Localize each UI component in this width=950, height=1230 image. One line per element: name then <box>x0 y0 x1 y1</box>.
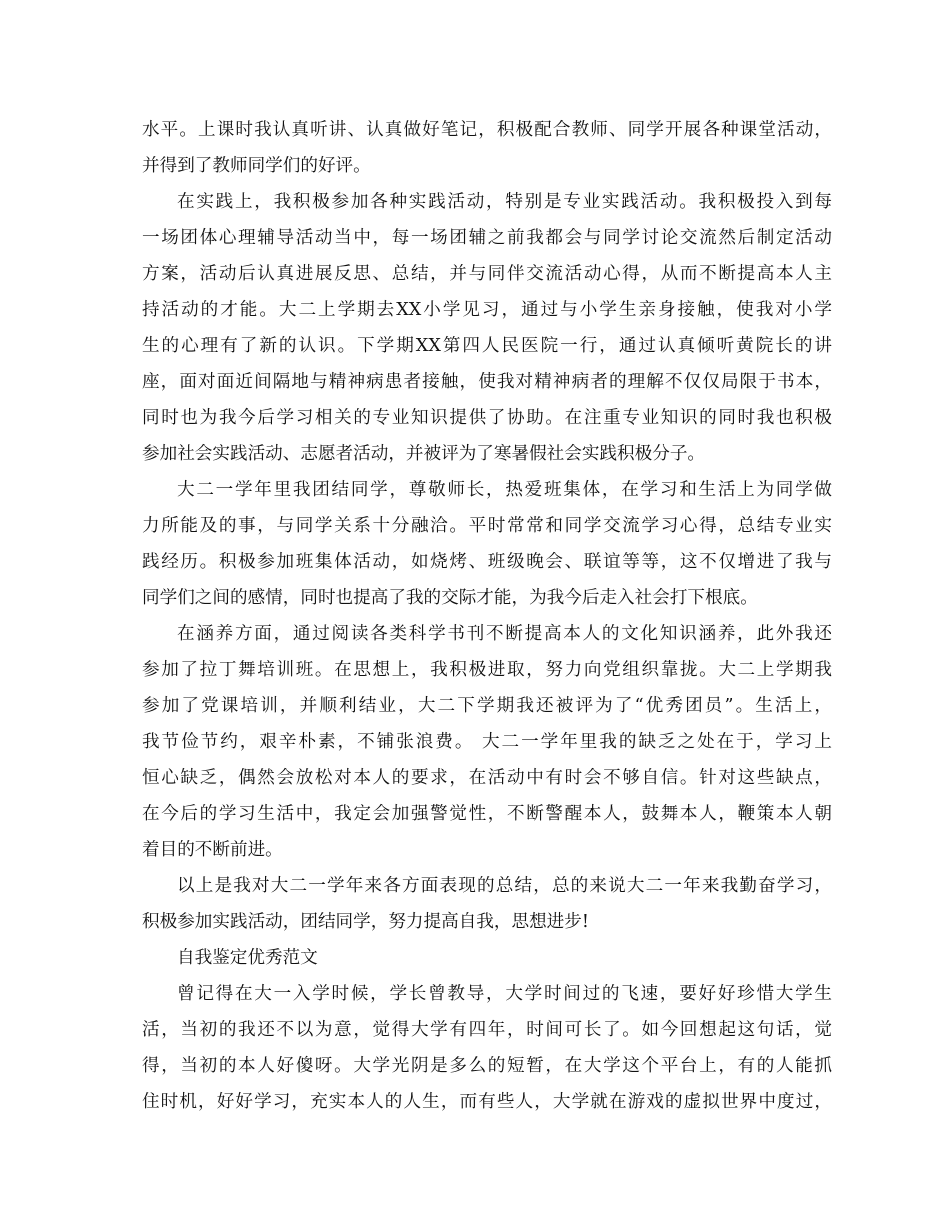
text-line: 力所能及的事，与同学关系十分融洽。平时常常和同学交流学习心得，总结专业实 <box>142 516 832 536</box>
text-line: 方案，活动后认真进展反思、总结，并与同伴交流活动心得，从而不断提高本人主 <box>142 264 832 284</box>
section-heading: 自我鉴定优秀范文 <box>177 948 318 968</box>
text-line: 活，当初的我还不以为意，觉得大学有四年，时间可长了。如今回想起这句话，觉 <box>142 1020 832 1040</box>
text-line: 生的心理有了新的认识。下学期XX第四人民医院一行，通过认真倾听黄院长的讲 <box>142 336 832 356</box>
text-line: 参加了拉丁舞培训班。在思想上，我积极进取，努力向党组织靠拢。大二上学期我 <box>142 660 832 680</box>
paragraph-first-line: 在实践上，我积极参加各种实践活动，特别是专业实践活动。我积极投入到每 <box>177 192 832 212</box>
text-line: 在今后的学习生活中，我定会加强警觉性，不断警醒本人，鼓舞本人，鞭策本人朝 <box>142 804 832 824</box>
text-line: 积极参加实践活动，团结同学，努力提高自我，思想进步! <box>142 912 589 932</box>
text-line: 我节俭节约，艰辛朴素，不铺张浪费。 大二一学年里我的缺乏之处在于，学习上 <box>142 732 832 752</box>
paragraph-first-line: 大二一学年里我团结同学，尊敬师长，热爱班集体，在学习和生活上为同学做 <box>177 480 832 500</box>
text-line: 同时也为我今后学习相关的专业知识提供了协助。在注重专业知识的同时我也积极 <box>142 408 832 428</box>
text-line: 参加了党课培训，并顺利结业，大二下学期我还被评为了“优秀团员”。生活上， <box>142 696 832 716</box>
text-line: 座，面对面近间隔地与精神病患者接触，使我对精神病者的理解不仅仅局限于书本， <box>142 372 832 392</box>
text-line: 得，当初的本人好傻呀。大学光阴是多么的短暂，在大学这个平台上，有的人能抓 <box>142 1056 832 1076</box>
text-line: 持活动的才能。大二上学期去XX小学见习，通过与小学生亲身接触，使我对小学 <box>142 300 832 320</box>
paragraph-first-line: 曾记得在大一入学时候，学长曾教导，大学时间过的飞速，要好好珍惜大学生 <box>177 984 832 1004</box>
paragraph-first-line: 在涵养方面，通过阅读各类科学书刊不断提高本人的文化知识涵养，此外我还 <box>177 624 832 644</box>
text-line: 着目的不断前进。 <box>142 840 283 860</box>
text-line: 住时机，好好学习，充实本人的人生，而有些人，大学就在游戏的虚拟世界中度过， <box>142 1092 832 1112</box>
text-line: 水平。上课时我认真听讲、认真做好笔记，积极配合教师、同学开展各种课堂活动， <box>142 120 832 140</box>
text-line: 并得到了教师同学们的好评。 <box>142 156 371 176</box>
text-line: 恒心缺乏，偶然会放松对本人的要求，在活动中有时会不够自信。针对这些缺点， <box>142 768 832 788</box>
text-line: 践经历。积极参加班集体活动，如烧烤、班级晚会、联谊等等，这不仅增进了我与 <box>142 552 832 572</box>
text-line: 参加社会实践活动、志愿者活动，并被评为了寒暑假社会实践积极分子。 <box>142 444 706 464</box>
text-line: 一场团体心理辅导活动当中，每一场团辅之前我都会与同学讨论交流然后制定活动 <box>142 228 832 248</box>
paragraph-first-line: 以上是我对大二一学年来各方面表现的总结，总的来说大二一年来我勤奋学习， <box>177 876 832 896</box>
text-line: 同学们之间的感情，同时也提高了我的交际才能，为我今后走入社会打下根底。 <box>142 588 758 608</box>
